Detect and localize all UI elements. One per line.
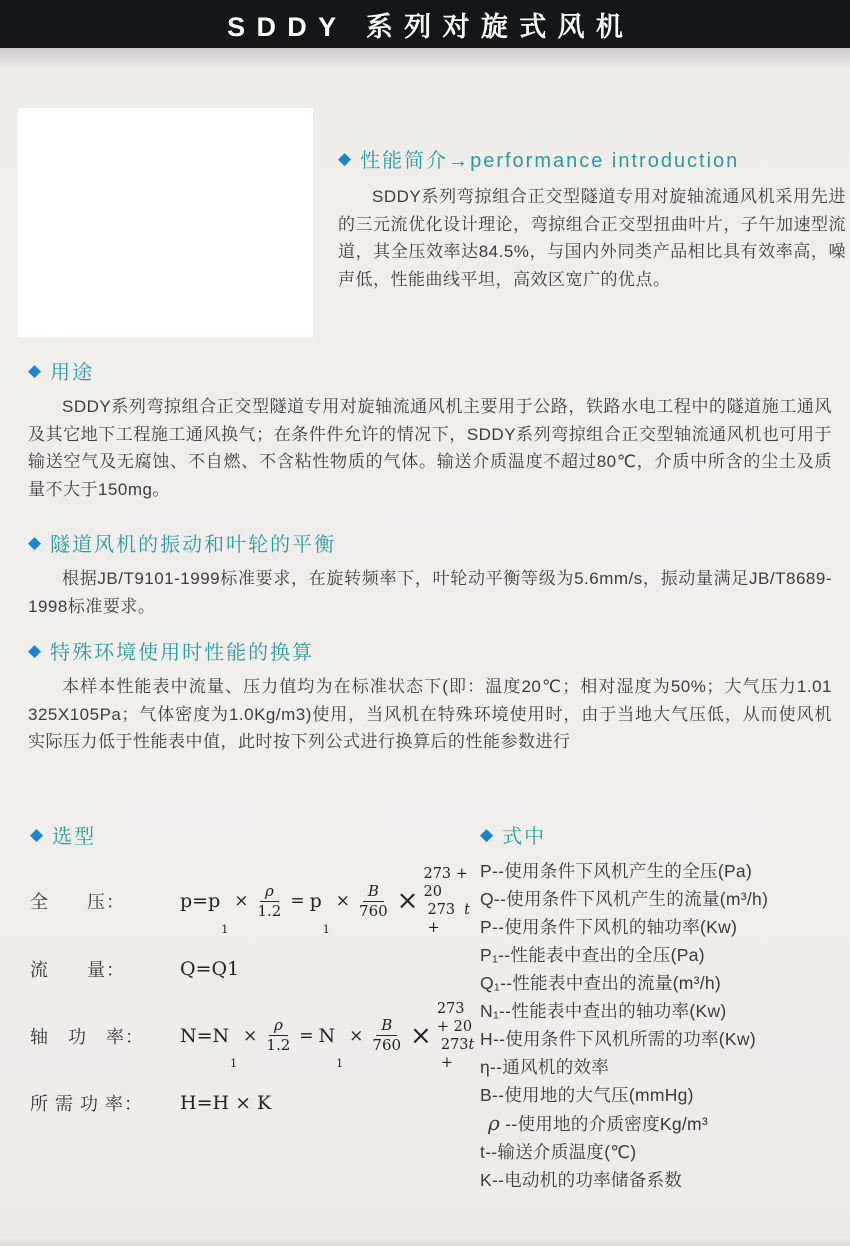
subscript: 1	[221, 922, 229, 936]
formula-label: 所 需 功 率：	[30, 1094, 144, 1114]
subscript: 1	[230, 1057, 238, 1070]
diamond-bullet-icon: ◆	[28, 533, 42, 552]
section-paragraph: 根据JB/T9101-1999标准要求，在旋转频率下，叶轮动平衡等级为5.6mm/s，振动量满足JB/T8689-1998标准要求。	[28, 569, 832, 616]
section-paragraph: SDDY系列弯掠组合正交型隧道专用对旋轴流通风机主要用于公路，铁路水电工程中的隧道施工通风及其它地下工程施工通风换气；在条件件允许的情况下，SDDY系列弯掠组合正交型轴流通风机也可用于输送空气及无腐蚀、不自燃、不含粘性物质的气体。输送介质温度不超过80℃，介质中所含的尘土及质量不大于150mg。	[28, 397, 832, 499]
times-operator: ×	[410, 1020, 432, 1051]
formula-label: 全 压：	[30, 892, 125, 913]
section-vibration-balance	[28, 528, 832, 620]
legend-item: P--使用条件下风机的轴功率(Kw)	[480, 917, 738, 937]
section-heading	[28, 528, 832, 557]
fraction: $\frac{\rho}{1.2}$	[257, 881, 282, 920]
section-title: 用途	[50, 362, 95, 384]
times-operator: ×	[335, 891, 351, 912]
section-title: 特殊环境使用时性能的换算	[50, 642, 315, 664]
legend-item: t--输送介质温度(℃)	[480, 1142, 637, 1162]
formula-expression	[180, 865, 470, 938]
legend-item: η--通风机的效率	[480, 1057, 610, 1077]
section-heading	[30, 820, 470, 849]
equals-operator: =	[299, 1025, 314, 1046]
expr-text: N	[318, 1024, 336, 1047]
legend-list	[480, 857, 842, 1194]
expr-text: p	[309, 890, 322, 913]
diamond-bullet-icon: ◆	[338, 149, 352, 168]
section-heading	[28, 356, 832, 385]
legend-item: P--使用条件下风机产生的全压(Pa)	[480, 861, 753, 881]
expr-text: N=N	[180, 1024, 230, 1047]
legend-item: K--电动机的功率储备系数	[480, 1170, 683, 1190]
section-heading	[28, 636, 832, 665]
diamond-bullet-icon: ◆	[28, 641, 42, 660]
page-bottom-shadow	[0, 1238, 850, 1246]
section-selection	[30, 820, 475, 1134]
section-legend	[480, 820, 842, 1194]
times-operator: ×	[234, 891, 249, 912]
formula-flow	[30, 954, 470, 984]
subscript: 1	[336, 1057, 344, 1070]
times-operator: ×	[243, 1025, 258, 1046]
formula-expression	[180, 1000, 474, 1073]
section-paragraph: SDDY系列弯掠组合正交型隧道专用对旋轴流通风机采用先进的三元流优化设计理论，弯掠组合正交型扭曲叶片，子午加速型流道，其全压效率达84.5%，与国内外同类产品相比具有效率高，噪声低，性能曲线平坦，高效区宽广的优点。	[338, 187, 846, 289]
legend-item: P₁--性能表中查出的全压(Pa)	[480, 945, 705, 965]
stacked-fraction: 273 + 20 273 + t	[436, 1000, 475, 1071]
section-performance-introduction	[338, 144, 846, 293]
legend-item: B--使用地的大气压(mmHg)	[480, 1085, 694, 1105]
fraction: $\frac{B}{760}$	[359, 881, 388, 920]
stacked-fraction: 273 + 20 273 + t	[423, 866, 470, 937]
fraction: $\frac{B}{760}$	[372, 1016, 402, 1055]
page-titlebar	[0, 0, 850, 48]
legend-item-rho: ρ --使用地的介质密度Kg/m³	[488, 1111, 709, 1135]
diamond-bullet-icon: ◆	[480, 825, 494, 844]
product-photo-placeholder	[18, 108, 313, 337]
formula-expression: H=H × K	[180, 1092, 272, 1114]
equals-operator: =	[290, 891, 305, 912]
formula-label: 流 量：	[30, 959, 125, 980]
section-heading	[338, 144, 846, 173]
section-title: 选型	[52, 826, 97, 848]
section-title: 性能简介→performance introduction	[360, 150, 740, 172]
formula-expression: Q=Q1	[180, 957, 240, 980]
formula-required-power	[30, 1088, 470, 1118]
header-divider-band	[0, 48, 850, 70]
legend-item: N₁--性能表中查出的轴功率(Kw)	[480, 1001, 727, 1021]
formula-full-pressure	[30, 865, 470, 938]
section-title: 式中	[502, 826, 547, 848]
diamond-bullet-icon: ◆	[28, 361, 42, 380]
page-title: SDDY 系列对旋式风机	[227, 11, 635, 42]
section-paragraph: 本样本性能表中流量、压力值均为在标准状态下(即：温度20℃；相对湿度为50%；大气压力1.01 325X105Pa；气体密度为1.0Kg/m3)使用，当风机在特殊环境使用时，由于当地大气压低，从而使风机实际压力低于性能表中值，此时按下列公式进行换算后的性能参数进行	[28, 677, 832, 752]
section-title: 隧道风机的振动和叶轮的平衡	[50, 534, 337, 556]
section-heading	[480, 820, 842, 849]
subscript: 1	[322, 922, 330, 936]
formula-block	[30, 865, 475, 1118]
legend-item: Q₁--性能表中查出的流量(m³/h)	[480, 973, 722, 993]
section-special-environment	[28, 636, 832, 756]
legend-item: Q--使用条件下风机产生的流量(m³/h)	[480, 889, 769, 909]
times-operator: ×	[349, 1025, 364, 1046]
section-usage	[28, 356, 832, 503]
diamond-bullet-icon: ◆	[30, 825, 44, 844]
formula-shaft-power	[30, 1000, 475, 1073]
expr-text: p=p	[180, 890, 221, 913]
times-operator: ×	[396, 886, 419, 917]
formula-label: 轴 功 率：	[30, 1026, 144, 1047]
legend-item: H--使用条件下风机所需的功率(Kw)	[480, 1029, 756, 1049]
fraction: $\frac{\rho}{1.2}$	[266, 1016, 291, 1055]
